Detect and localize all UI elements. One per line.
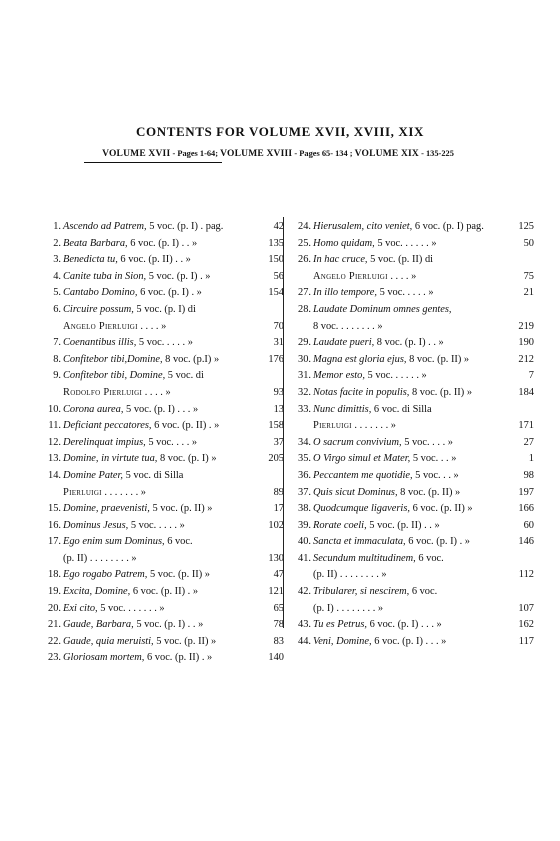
page-number: 135	[268, 237, 284, 249]
entry-details: 5 voc. . . . . »	[136, 337, 193, 349]
toc-entry-line	[40, 485, 284, 502]
toc-entry	[40, 567, 284, 584]
toc-entry-line	[40, 567, 284, 584]
entry-number: 23.	[48, 652, 61, 664]
page-number: 140	[268, 652, 284, 664]
entry-details: 5 voc. di	[165, 370, 204, 382]
entry-title: Gaude, Barbara,	[63, 619, 134, 631]
entry-title: In hac cruce,	[313, 254, 368, 266]
entry-details: 8 voc. (p.I) »	[162, 353, 220, 365]
entry-number: 5.	[53, 287, 61, 299]
toc-entry	[40, 634, 284, 651]
page-number: 42	[273, 221, 284, 232]
toc-entry	[40, 219, 284, 236]
entry-title: Confitebor tibi,Domine,	[63, 353, 163, 365]
entry-continuation: (p. II) . . . . . . . . »	[63, 552, 137, 564]
page-number: 70	[273, 320, 284, 332]
page-number: 21	[523, 287, 534, 299]
page-number: 150	[268, 254, 284, 266]
page-number: 205	[268, 453, 284, 465]
composer-name: Pierluigi	[313, 420, 352, 432]
page-number: 125	[518, 221, 534, 232]
toc-entry	[290, 252, 534, 285]
toc-entry-line	[40, 418, 284, 435]
entry-details: 6 voc. (p. I) . . . »	[366, 619, 442, 631]
page-number: 17	[273, 503, 284, 515]
toc-entry-line	[40, 534, 284, 551]
entry-title: Deficiant peccatores,	[63, 420, 152, 432]
page-number: 37	[273, 436, 284, 448]
entry-details: 5 voc. di Silla	[123, 469, 184, 481]
entry-details: . . . . »	[142, 386, 171, 398]
entry-number: 21.	[48, 619, 61, 631]
toc-entry	[290, 335, 534, 352]
entry-number: 41.	[298, 552, 311, 564]
toc-entry-line	[290, 236, 534, 253]
page-number: 93	[273, 386, 284, 398]
entry-details: 5 voc. (p. I) . »	[146, 270, 211, 282]
toc-entry-line	[290, 501, 534, 518]
page-number: 89	[273, 486, 284, 498]
entry-title: Domine, praevenisti,	[63, 503, 150, 515]
entry-title: Laudate Dominum omnes gentes,	[313, 303, 452, 315]
composer-name: Pierluigi	[63, 486, 102, 498]
entry-number: 17.	[48, 536, 61, 548]
toc-entry	[290, 485, 534, 502]
toc-entry-line	[40, 302, 284, 319]
toc-entry-line	[40, 368, 284, 385]
toc-entry-line	[40, 335, 284, 352]
toc-entry	[40, 534, 284, 567]
page-number: 83	[273, 635, 284, 647]
page-number: 47	[273, 569, 284, 581]
entry-number: 18.	[48, 569, 61, 581]
toc-entry-line	[290, 368, 534, 385]
entry-title: Exi cito,	[63, 602, 98, 614]
page-number: 112	[518, 569, 534, 581]
toc-entry	[290, 468, 534, 485]
entry-details: . . . . »	[387, 270, 417, 282]
contents-column-left	[40, 219, 284, 667]
entry-title: Excita, Domine,	[63, 586, 131, 598]
entry-title: Cantabo Domino,	[63, 287, 138, 299]
entry-details: 6 voc. (p. I) . »	[405, 536, 470, 548]
entry-number: 28.	[298, 303, 311, 315]
toc-entry-line	[40, 402, 284, 419]
toc-entry-line	[40, 252, 284, 269]
entry-number: 9.	[53, 370, 61, 382]
toc-entry-line	[290, 551, 534, 568]
toc-entry-line	[40, 236, 284, 253]
entry-title: O Virgo simul et Mater,	[313, 453, 411, 465]
entry-number: 42.	[298, 586, 311, 598]
entry-details: 8 voc. (p. I) . . »	[374, 337, 444, 349]
column-divider	[283, 217, 284, 628]
entry-number: 35.	[298, 453, 311, 465]
page-number: 1	[528, 453, 534, 465]
volume-xvii-pages: - Pages 1-64;	[170, 149, 221, 158]
entry-details: 5 voc. (p. II) »	[149, 503, 213, 515]
entry-details: 6 voc. di Silla	[371, 403, 432, 415]
entry-details: 6 voc. (p. II) . »	[130, 586, 199, 598]
volume-xviii-pages: - Pages 65- 134 ;	[292, 149, 355, 158]
toc-entry	[290, 518, 534, 535]
entry-number: 19.	[48, 586, 61, 598]
toc-entry	[290, 435, 534, 452]
entry-title: Homo quidam,	[313, 237, 375, 249]
page-number: 130	[268, 552, 284, 564]
entry-number: 8.	[53, 353, 61, 365]
entry-number: 33.	[298, 403, 311, 415]
entry-title: Notas facite in populis,	[313, 386, 410, 398]
entry-number: 26.	[298, 254, 311, 266]
entry-title: Domine Pater,	[63, 469, 124, 481]
toc-entry-line	[40, 451, 284, 468]
entry-title: Magna est gloria ejus,	[313, 353, 407, 365]
volume-subtitle	[58, 149, 498, 159]
toc-entry-line	[290, 617, 534, 634]
entry-number: 32.	[298, 386, 311, 398]
entry-details: 5 voc. . . »	[410, 453, 457, 465]
toc-entry-line	[40, 285, 284, 302]
toc-entry-line	[290, 567, 534, 584]
entry-details: 5 voc. . . . »	[145, 436, 198, 448]
entry-title: Hierusalem, cito veniet,	[313, 221, 413, 232]
page-number: 190	[518, 337, 534, 349]
toc-entry-line	[40, 584, 284, 601]
toc-entry-line	[40, 269, 284, 286]
toc-entry-line	[290, 435, 534, 452]
entry-number: 30.	[298, 353, 311, 365]
page-number: 50	[523, 237, 534, 249]
toc-entry-line	[290, 418, 534, 435]
entry-details: 5 voc. . . »	[412, 469, 459, 481]
toc-entry-line	[290, 534, 534, 551]
page-number: 176	[268, 353, 284, 365]
entry-details: 5 voc. (p. I) . . »	[133, 619, 204, 631]
entry-details: 5 voc. . . . . . »	[374, 237, 437, 249]
page-number: 219	[518, 320, 534, 332]
entry-number: 1.	[53, 221, 61, 232]
page-number: 78	[273, 619, 284, 631]
entry-number: 15.	[48, 503, 61, 515]
entry-number: 12.	[48, 436, 61, 448]
entry-details: 6 voc.	[409, 586, 438, 598]
page-number: 65	[273, 602, 284, 614]
entry-details: 5 voc. (p. I) di	[133, 303, 196, 315]
entry-number: 6.	[53, 303, 61, 315]
toc-entry-line	[290, 468, 534, 485]
toc-entry-line	[40, 219, 284, 236]
toc-entry-line	[290, 285, 534, 302]
page-number: 162	[518, 619, 534, 631]
entry-title: Dominus Jesus,	[63, 519, 129, 531]
page-number: 197	[518, 486, 534, 498]
entry-title: Sancta et immaculata,	[313, 536, 406, 548]
toc-entry	[290, 584, 534, 617]
toc-entry	[40, 285, 284, 302]
entry-details: 5 voc. . . . . »	[376, 287, 434, 299]
toc-entry-line	[290, 485, 534, 502]
entry-number: 7.	[53, 337, 61, 349]
toc-entry-line	[40, 601, 284, 618]
entry-number: 11.	[48, 420, 61, 432]
entry-number: 24.	[298, 221, 311, 232]
entry-details: 6 voc. (p. II) . »	[144, 652, 213, 664]
entry-title: Circuire possum,	[63, 303, 134, 315]
toc-entry	[290, 501, 534, 518]
volume-xix-label: VOLUME XIX	[354, 149, 419, 159]
entry-details: 6 voc. (p. II) . . »	[117, 254, 191, 266]
entry-details: 5 voc. (p. II) »	[153, 635, 217, 647]
toc-entry-line	[40, 385, 284, 402]
entry-details: . . . . . . . »	[351, 420, 396, 432]
toc-entry	[40, 584, 284, 601]
entry-number: 38.	[298, 503, 311, 515]
entry-number: 2.	[53, 237, 61, 249]
toc-entry	[40, 418, 284, 435]
entry-details: 6 voc. (p. I) . . . »	[371, 635, 447, 647]
toc-entry	[40, 601, 284, 618]
entry-title: O sacrum convivium,	[313, 436, 402, 448]
toc-entry-line	[290, 601, 534, 618]
toc-entry	[40, 335, 284, 352]
page-number: 166	[518, 503, 534, 515]
entry-title: Canite tuba in Sion,	[63, 270, 147, 282]
entry-continuation: 8 voc. . . . . . . . »	[313, 320, 383, 332]
entry-title: Memor esto,	[313, 370, 365, 382]
toc-entry	[290, 219, 534, 236]
toc-entry-line	[290, 385, 534, 402]
toc-entry	[290, 285, 534, 302]
page-number: 171	[518, 420, 534, 432]
toc-entry	[290, 451, 534, 468]
entry-details: 8 voc. (p. I) »	[157, 453, 217, 465]
entry-number: 37.	[298, 486, 311, 498]
subtitle-underline	[84, 162, 222, 163]
toc-entry	[40, 352, 284, 369]
toc-entry-line	[40, 650, 284, 667]
page-number: 184	[518, 386, 534, 398]
entry-title: Tribularer, si nescirem,	[313, 586, 410, 598]
entry-title: Domine, in virtute tua,	[63, 453, 158, 465]
entry-number: 34.	[298, 436, 311, 448]
page-number: 98	[523, 469, 534, 481]
toc-entry	[40, 302, 284, 335]
toc-entry-line	[290, 252, 534, 269]
toc-entry	[290, 352, 534, 369]
entry-title: Laudate pueri,	[313, 337, 375, 349]
toc-entry	[290, 302, 534, 335]
toc-entry	[290, 385, 534, 402]
page-number: 158	[268, 420, 284, 432]
entry-details: 5 voc. . . . . »	[128, 519, 185, 531]
entry-title: Ascendo ad Patrem,	[63, 221, 147, 232]
entry-details: 5 voc. . . . . . . »	[97, 602, 165, 614]
entry-number: 10.	[48, 403, 61, 415]
toc-entry	[290, 617, 534, 634]
toc-entry	[290, 236, 534, 253]
entry-details: 6 voc. (p. II) »	[409, 503, 473, 515]
entry-details: 5 voc. (p. I) . . . »	[123, 403, 199, 415]
entry-number: 13.	[48, 453, 61, 465]
entry-title: Derelinquat impius,	[63, 436, 146, 448]
toc-entry-line	[40, 435, 284, 452]
toc-entry-line	[290, 451, 534, 468]
toc-entry-line	[290, 319, 534, 336]
entry-number: 36.	[298, 469, 311, 481]
entry-title: Confitebor tibi, Domine,	[63, 370, 166, 382]
toc-entry-line	[40, 352, 284, 369]
toc-entry	[290, 551, 534, 584]
entry-number: 31.	[298, 370, 311, 382]
page-number: 212	[518, 353, 534, 365]
entry-title: Benedicta tu,	[63, 254, 118, 266]
toc-entry	[290, 402, 534, 435]
toc-entry-line	[290, 352, 534, 369]
entry-title: Tu es Petrus,	[313, 619, 367, 631]
toc-entry	[40, 236, 284, 253]
entry-details: . . . . . . . »	[101, 486, 146, 498]
volume-xvii-label: VOLUME XVII	[102, 149, 171, 159]
entry-details: 5 voc. . . . . . »	[364, 370, 427, 382]
toc-entry	[290, 368, 534, 385]
toc-entry-line	[40, 468, 284, 485]
page-number: 27	[523, 436, 534, 448]
toc-entry-line	[40, 617, 284, 634]
entry-title: In illo tempore,	[313, 287, 377, 299]
entry-number: 16.	[48, 519, 61, 531]
toc-entry	[290, 634, 534, 651]
page-number: 75	[523, 270, 534, 282]
toc-entry	[40, 402, 284, 419]
entry-title: Veni, Domine,	[313, 635, 372, 647]
entry-number: 43.	[298, 619, 311, 631]
toc-entry-line	[290, 302, 534, 319]
volume-xviii-label: VOLUME XVIII	[220, 149, 293, 159]
entry-details: 6 voc.	[164, 536, 193, 548]
entry-details: 6 voc. (p. II) . »	[151, 420, 220, 432]
toc-entry-line	[40, 501, 284, 518]
entry-details: 6 voc. (p. I) . »	[137, 287, 202, 299]
entry-title: Peccantem me quotidie,	[313, 469, 413, 481]
page-number: 121	[268, 586, 284, 598]
toc-entry-line	[290, 584, 534, 601]
toc-entry	[40, 468, 284, 501]
page-number: 107	[518, 602, 534, 614]
page-number: 56	[273, 270, 284, 282]
entry-number: 44.	[298, 635, 311, 647]
entry-title: Gloriosam mortem,	[63, 652, 145, 664]
toc-entry	[40, 617, 284, 634]
toc-entry-line	[290, 402, 534, 419]
entry-title: Quodcumque ligaveris,	[313, 503, 410, 515]
page-number: 102	[268, 519, 284, 531]
entry-title: Corona aurea,	[63, 403, 124, 415]
entry-title: Rorate coeli,	[313, 519, 367, 531]
page-number: 117	[518, 635, 534, 647]
entry-details: . . . . »	[137, 320, 167, 332]
entry-title: Nunc dimittis,	[313, 403, 372, 415]
toc-entry	[40, 252, 284, 269]
entry-number: 20.	[48, 602, 61, 614]
entry-details: 5 voc. (p. I) . pag.	[146, 221, 224, 232]
entry-details: 6 voc. (p. I) . . »	[127, 237, 198, 249]
entry-title: Quis sicut Dominus,	[313, 486, 398, 498]
entry-continuation: (p. I) . . . . . . . . »	[313, 602, 384, 614]
toc-entry	[290, 534, 534, 551]
toc-entry-line	[290, 518, 534, 535]
page-number: 146	[518, 536, 534, 548]
page-number: 13	[273, 403, 284, 415]
entry-number: 3.	[53, 254, 61, 266]
entry-details: 8 voc. (p. II) »	[397, 486, 461, 498]
volume-xix-pages: - 135-225	[419, 149, 454, 158]
toc-entry	[40, 451, 284, 468]
entry-title: Secundum multitudinem,	[313, 552, 416, 564]
entry-number: 22.	[48, 635, 61, 647]
entry-number: 39.	[298, 519, 311, 531]
page-title: CONTENTS FOR VOLUME XVII, XVIII, XIX	[136, 124, 424, 139]
entry-details: 5 voc. (p. II) di	[367, 254, 434, 266]
page-number: 154	[268, 287, 284, 299]
page-number: 60	[523, 519, 534, 531]
entry-details: 6 voc. (p. I) pag.	[412, 221, 484, 232]
toc-entry-line	[290, 219, 534, 236]
toc-entry-line	[40, 551, 284, 568]
entry-number: 27.	[298, 287, 311, 299]
entry-details: 8 voc. (p. II) »	[406, 353, 470, 365]
toc-entry	[40, 435, 284, 452]
toc-entry-line	[290, 269, 534, 286]
toc-entry	[40, 269, 284, 286]
entry-number: 25.	[298, 237, 311, 249]
toc-entry	[40, 518, 284, 535]
toc-entry	[40, 650, 284, 667]
toc-entry-line	[40, 518, 284, 535]
entry-title: Ego rogabo Patrem,	[63, 569, 148, 581]
entry-details: 8 voc. (p. II) »	[409, 386, 473, 398]
entry-details: 5 voc. (p. II) »	[147, 569, 210, 581]
entry-continuation: (p. II) . . . . . . . . »	[313, 569, 387, 581]
toc-entry	[40, 368, 284, 401]
entry-title: Gaude, quia meruisti,	[63, 635, 154, 647]
entry-title: Beata Barbara,	[63, 237, 128, 249]
entry-details: 5 voc. . . . »	[401, 436, 453, 448]
entry-title: Ego enim sum Dominus,	[63, 536, 165, 548]
entry-number: 4.	[53, 270, 61, 282]
page-number: 31	[273, 337, 284, 349]
contents-column-right	[290, 219, 534, 650]
page-number: 7	[528, 370, 534, 382]
entry-number: 14.	[48, 469, 61, 481]
entry-details: 6 voc.	[415, 552, 444, 564]
toc-entry-line	[40, 319, 284, 336]
toc-entry-line	[290, 634, 534, 651]
composer-name: Angelo Pierluigi	[63, 320, 138, 332]
entry-number: 40.	[298, 536, 311, 548]
toc-entry	[40, 501, 284, 518]
entry-number: 29.	[298, 337, 311, 349]
composer-name: Rodolfo Pierluigi	[63, 386, 143, 398]
composer-name: Angelo Pierluigi	[313, 270, 388, 282]
entry-details: 5 voc. (p. II) . . »	[366, 519, 440, 531]
toc-entry-line	[290, 335, 534, 352]
entry-title: Coenantibus illis,	[63, 337, 137, 349]
toc-entry-line	[40, 634, 284, 651]
